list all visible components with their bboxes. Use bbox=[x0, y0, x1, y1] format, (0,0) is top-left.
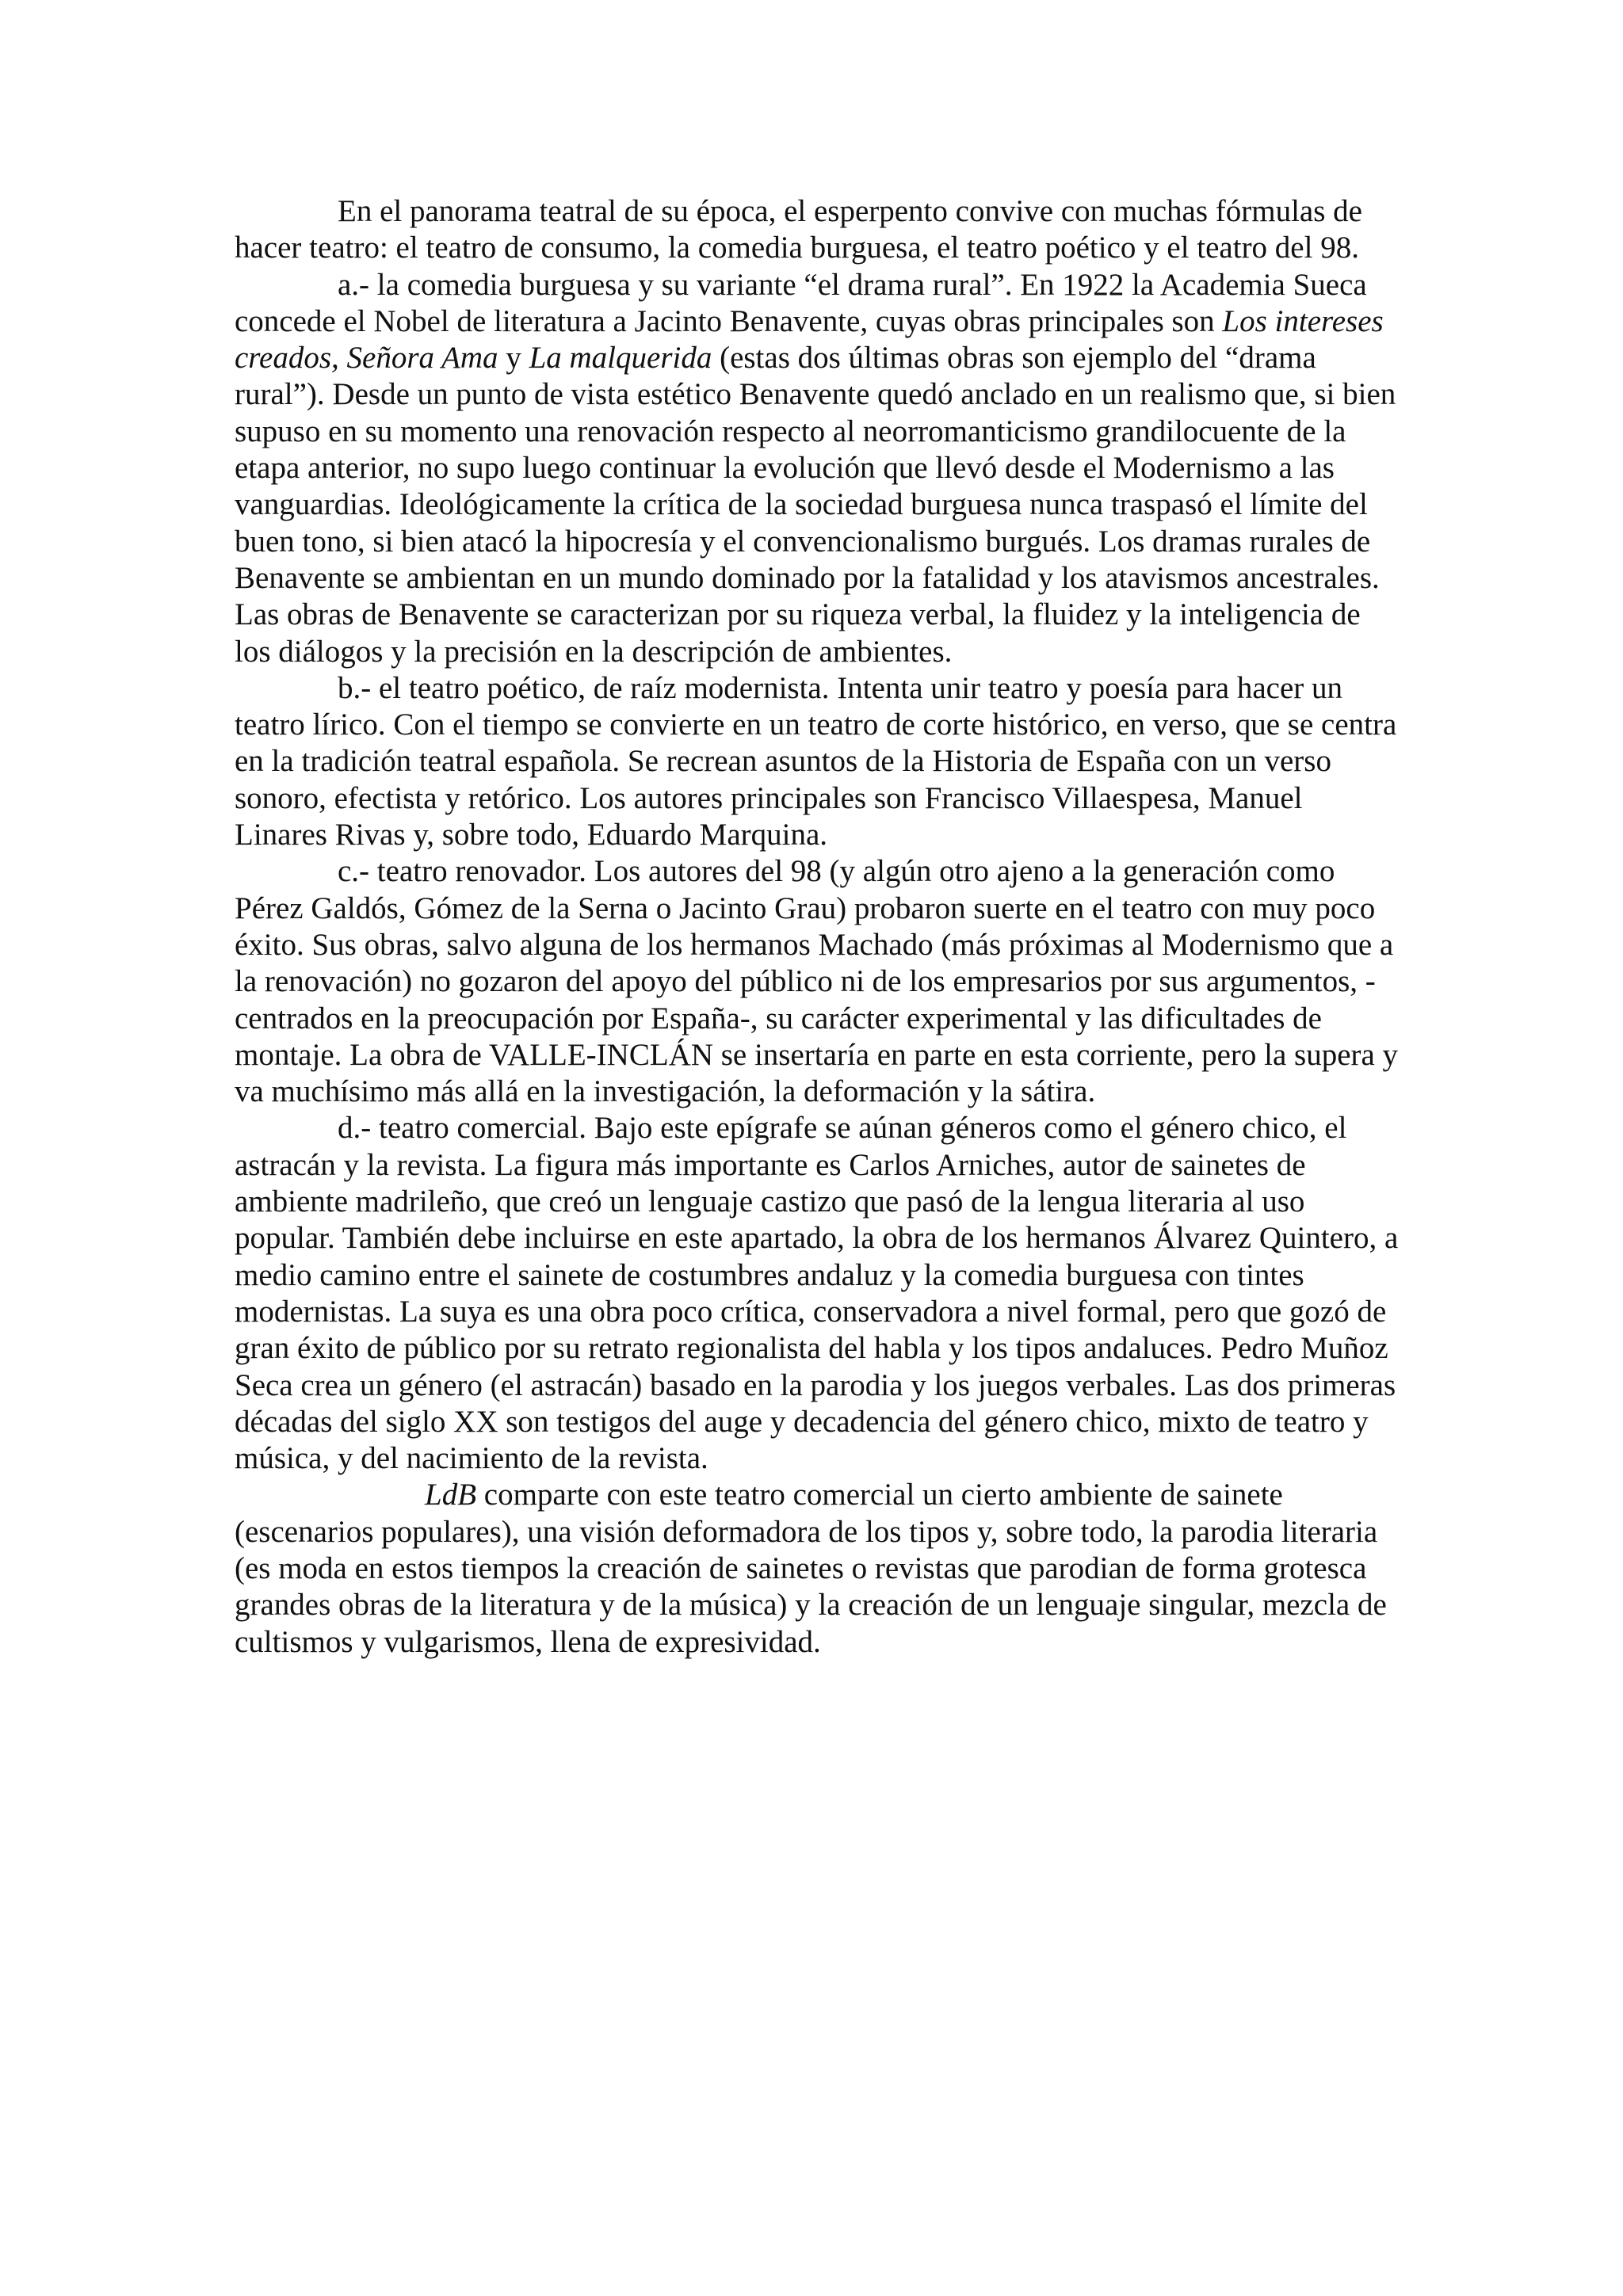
paragraph-text: d.- teatro comercial. Bajo este epígrafe se aúnan géneros como el género chico, el astracán y la revista. La figura más importante es Carlos Arniches, autor de sainetes de ambiente madrileño, que creó un lenguaje castizo que pasó de la lengua literaria al uso popular. También debe incluirse en este apartado, la obra de los hermanos Álvarez Quintero, a medio camino entre el sainete de costumbres andaluz y la comedia burguesa con tintes modernistas. La suya es una obra poco crítica, conservadora a nivel formal, pero que gozó de gran éxito de público por su retrato regionalista del habla y los tipos andaluces. Pedro Muñoz Seca crea un género (el astracán) basado en la parodia y los juegos verbales. Las dos primeras décadas del siglo XX son testigos del auge y decadencia del género chico, mixto de teatro y música, y del nacimiento de la revista. bbox=[235, 1111, 1399, 1476]
work-title-ldb: LdB bbox=[425, 1478, 477, 1512]
paragraph-text: y bbox=[498, 341, 529, 376]
paragraph-text: c.- teatro renovador. Los autores del 98 (y algún otro ajeno a la generación como Pérez Galdós, Gómez de la Serna o Jacinto Grau) probaron suerte en el teatro con muy poco éxito. Sus obras, salvo alguna de los hermanos Machado (más próximas al Modernismo que a la renovación) no gozaron del apoyo del público ni de los empresarios por sus argumentos, -centrados en la preocupación por España-, su carácter experimental y las dificultades de montaje. La obra de VALLE-INCLÁN se insertaría en parte en esta corriente, pero la supera y va muchísimo más allá en la investigación, la deformación y la sátira. bbox=[235, 854, 1399, 1109]
paragraph-comedia-burguesa bbox=[235, 267, 1401, 670]
document-page bbox=[235, 193, 1401, 1661]
paragraph-teatro-poetico bbox=[235, 670, 1401, 853]
paragraph-text: b.- el teatro poético, de raíz modernista. Intenta unir teatro y poesía para hacer un teatro lírico. Con el tiempo se convierte en un teatro de corte histórico, en verso, que se centra en la tradición teatral española. Se recrean asuntos de la Historia de España con un verso sonoro, efectista y retórico. Los autores principales son Francisco Villaespesa, Manuel Linares Rivas y, sobre todo, Eduardo Marquina. bbox=[235, 670, 1397, 852]
paragraph-teatro-comercial bbox=[235, 1110, 1401, 1477]
paragraph-text: comparte con este teatro comercial un cierto ambiente de sainete (escenarios populares), una visión deformadora de los tipos y, sobre todo, la parodia literaria (es moda en estos tiempos la creación de sainetes o revistas que parodian de forma grotesca grandes obras de la literatura y de la música) y la creación de un lenguaje singular, mezcla de cultismos y vulgarismos, llena de expresividad. bbox=[235, 1478, 1387, 1659]
work-title-malquerida: La malquerida bbox=[529, 341, 712, 376]
work-title-intereses-creados: Los intereses creados, Señora Ama bbox=[235, 303, 1384, 376]
paragraph-text: (estas dos últimas obras son ejemplo del “drama rural”). Desde un punto de vista estético Benavente quedó anclado en un realismo que, si bien supuso en su momento una renovación respecto al neorromanticismo grandilocuente de la etapa anterior, no supo luego continuar la evolución que llevó desde el Modernismo a las vanguardias. Ideológicamente la crítica de la sociedad burguesa nunca traspasó el límite del buen tono, si bien atacó la hipocresía y el convencionalismo burgués. Los dramas rurales de Benavente se ambientan en un mundo dominado por la fatalidad y los atavismos ancestrales. Las obras de Benavente se caracterizan por su riqueza verbal, la fluidez y la inteligencia de los diálogos y la precisión en la descripción de ambientes. bbox=[235, 341, 1396, 669]
paragraph-ldb bbox=[235, 1477, 1401, 1660]
paragraph-intro bbox=[235, 193, 1401, 267]
paragraph-intro-text: En el panorama teatral de su época, el esperpento convive con muchas fórmulas de hacer teatro: el teatro de consumo, la comedia burguesa, el teatro poético y el teatro del 98. bbox=[235, 194, 1362, 265]
paragraph-text: a.- la comedia burguesa y su variante “el drama rural”. En 1922 la Academia Sueca concede el Nobel de literatura a Jacinto Benavente, cuyas obras principales son bbox=[235, 267, 1367, 338]
paragraph-teatro-renovador bbox=[235, 853, 1401, 1110]
